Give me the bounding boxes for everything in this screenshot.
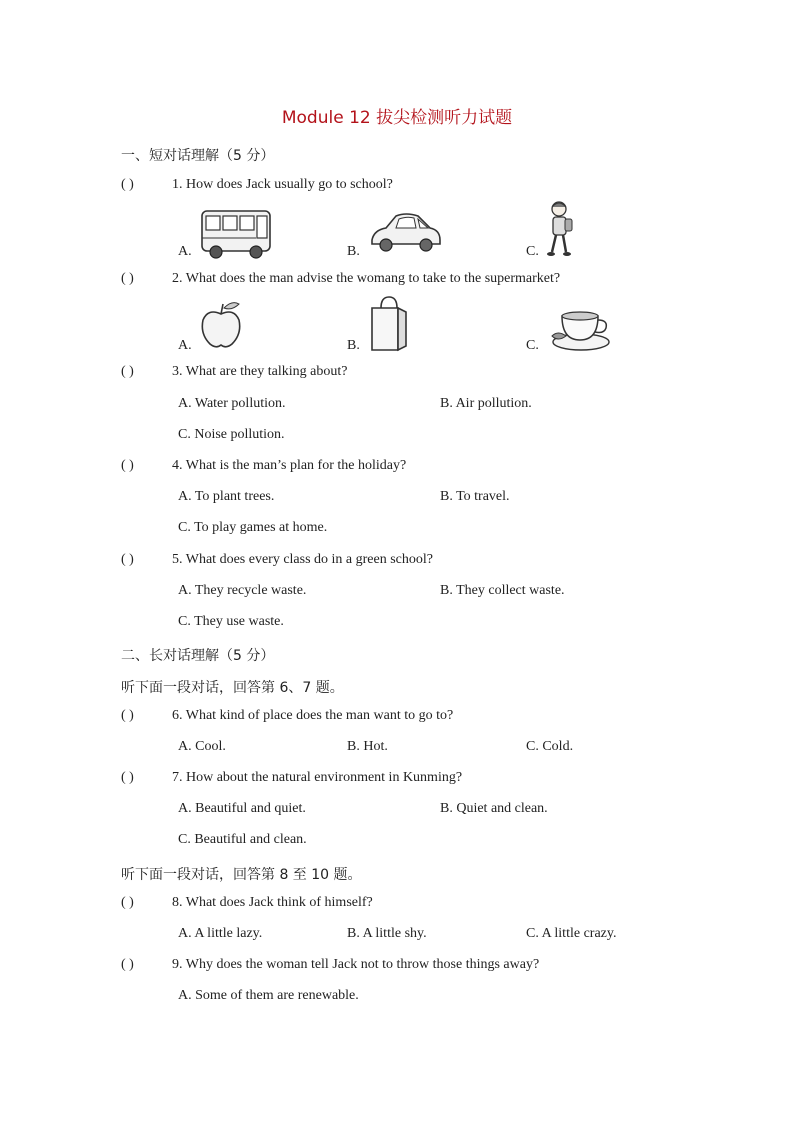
- q8-option-c: C. A little crazy.: [526, 926, 617, 941]
- answer-blank-6[interactable]: ( ): [121, 708, 134, 723]
- question-5: 5. What does every class do in a green school?: [172, 552, 433, 567]
- question-1: 1. How does Jack usually go to school?: [172, 177, 393, 192]
- q5-option-a: A. They recycle waste.: [178, 583, 307, 598]
- answer-blank-9[interactable]: ( ): [121, 957, 134, 972]
- q7-option-a: A. Beautiful and quiet.: [178, 801, 306, 816]
- question-9: 9. Why does the woman tell Jack not to throw those things away?: [172, 957, 540, 972]
- question-3: 3. What are they talking about?: [172, 364, 348, 379]
- question-4: 4. What is the man’s plan for the holiday?: [172, 458, 407, 473]
- q2-option-b: B.: [347, 338, 360, 353]
- section-heading-2: 二、长对话理解（5 分）: [121, 648, 275, 664]
- bus-icon: [196, 208, 276, 260]
- question-7: 7. How about the natural environment in Kunming?: [172, 770, 463, 785]
- answer-blank-7[interactable]: ( ): [121, 770, 134, 785]
- q1-option-c: C.: [526, 244, 539, 259]
- q7-option-b: B. Quiet and clean.: [440, 801, 548, 816]
- instruction-1: 听下面一段对话，回答第 6、7 题。: [121, 680, 344, 696]
- q5-option-c: C. They use waste.: [178, 614, 284, 629]
- shopping-bag-icon: [368, 294, 410, 352]
- q7-option-c: C. Beautiful and clean.: [178, 832, 307, 847]
- q8-option-b: B. A little shy.: [347, 926, 427, 941]
- walking-boy-icon: [544, 200, 576, 260]
- q6-option-b: B. Hot.: [347, 739, 388, 754]
- q8-option-a: A. A little lazy.: [178, 926, 263, 941]
- answer-blank-2[interactable]: ( ): [121, 271, 134, 286]
- apple-icon: [198, 300, 244, 350]
- answer-blank-8[interactable]: ( ): [121, 895, 134, 910]
- q3-option-b: B. Air pollution.: [440, 396, 532, 411]
- answer-blank-5[interactable]: ( ): [121, 552, 134, 567]
- instruction-2: 听下面一段对话，回答第 8 至 10 题。: [121, 867, 362, 883]
- q3-option-a: A. Water pollution.: [178, 396, 286, 411]
- q6-option-c: C. Cold.: [526, 739, 574, 754]
- car-icon: [368, 208, 444, 254]
- q6-option-a: A. Cool.: [178, 739, 226, 754]
- question-6: 6. What kind of place does the man want to go to?: [172, 708, 454, 723]
- q9-option-a: A. Some of them are renewable.: [178, 988, 359, 1003]
- q5-option-b: B. They collect waste.: [440, 583, 565, 598]
- q4-option-a: A. To plant trees.: [178, 489, 275, 504]
- q2-option-a: A.: [178, 338, 192, 353]
- q4-option-c: C. To play games at home.: [178, 520, 328, 535]
- page-title: Module 12 拔尖检测听力试题: [281, 108, 513, 128]
- teacup-icon: [548, 306, 612, 352]
- answer-blank-3[interactable]: ( ): [121, 364, 134, 379]
- q3-option-c: C. Noise pollution.: [178, 427, 285, 442]
- question-2: 2. What does the man advise the womang to take to the supermarket?: [172, 271, 561, 286]
- answer-blank-1[interactable]: ( ): [121, 177, 134, 192]
- question-8: 8. What does Jack think of himself?: [172, 895, 373, 910]
- section-heading-1: 一、短对话理解（5 分）: [121, 148, 275, 164]
- answer-blank-4[interactable]: ( ): [121, 458, 134, 473]
- q1-option-a: A.: [178, 244, 192, 259]
- q4-option-b: B. To travel.: [440, 489, 510, 504]
- q2-option-c: C.: [526, 338, 539, 353]
- q1-option-b: B.: [347, 244, 360, 259]
